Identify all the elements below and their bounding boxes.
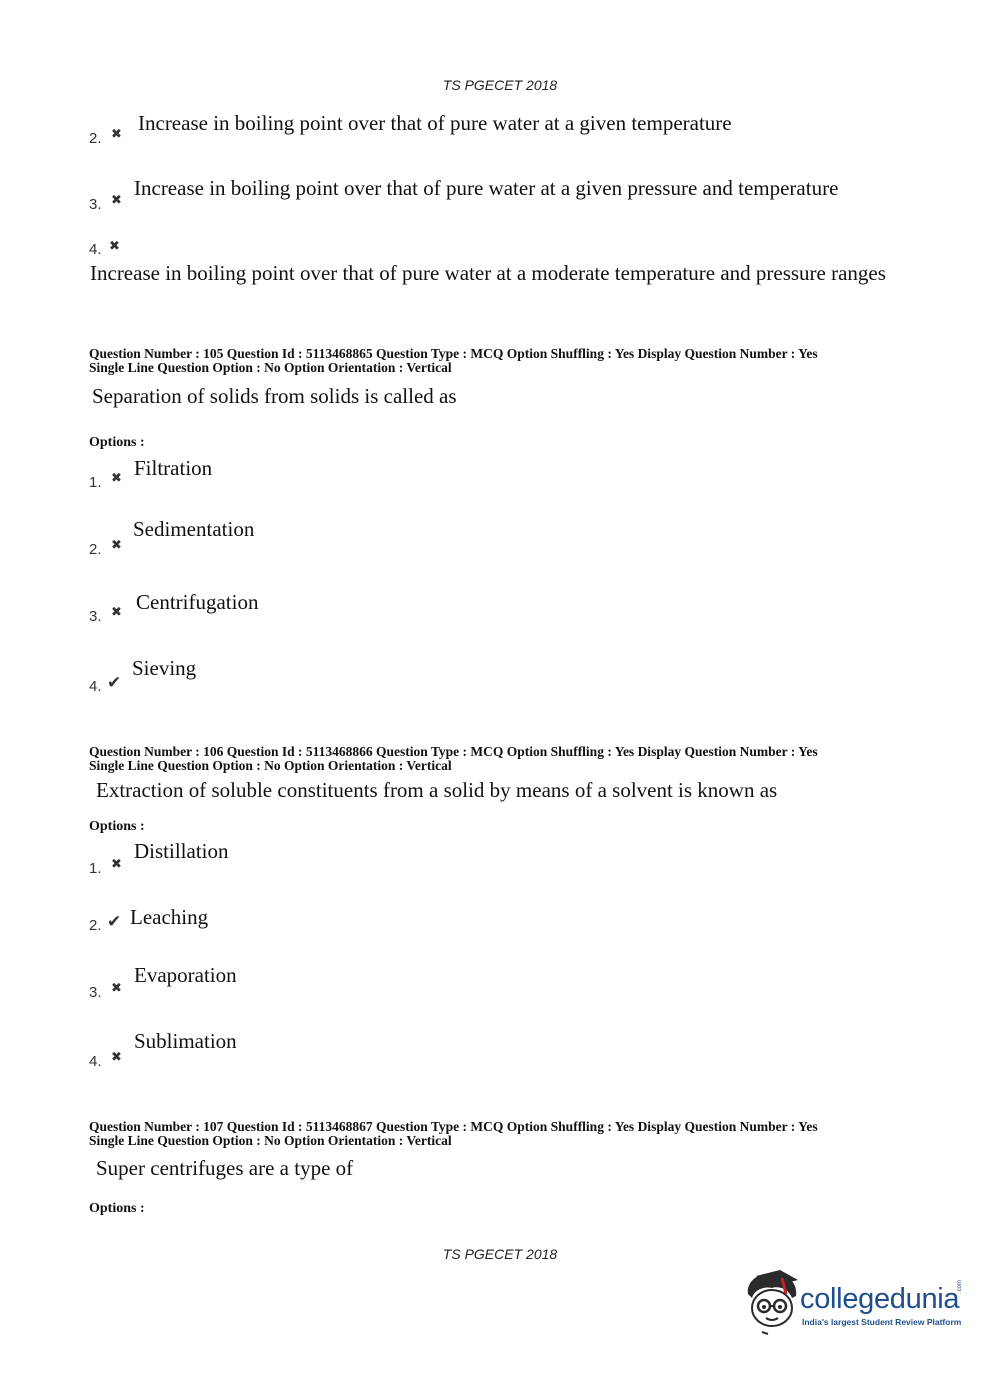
cross-icon: ✖ [111, 471, 122, 486]
page-header: TS PGECET 2018 [442, 77, 558, 93]
option-text: Leaching [130, 905, 209, 929]
logo-suffix: .com [957, 1279, 963, 1293]
question-meta: Question Number : 107 Question Id : 5113468867 Question Type : MCQ Option Shuffling : Yes Display Question Number : Yes [89, 1119, 818, 1134]
option-text: Increase in boiling point over that of pure water at a given pressure and temperature [134, 176, 839, 200]
option-text: Filtration [134, 456, 213, 480]
options-label: Options : [89, 435, 145, 450]
option-number: 2. [89, 917, 102, 934]
question-text: Super centrifuges are a type of [96, 1156, 354, 1180]
check-icon: ✔ [107, 673, 122, 693]
option-text: Distillation [134, 839, 229, 863]
cross-icon: ✖ [111, 538, 122, 553]
option-number: 1. [89, 474, 102, 491]
option-number: 3. [89, 984, 102, 1001]
options-label: Options : [89, 1201, 145, 1216]
question-text: Extraction of soluble constituents from a solid by means of a solvent is known as [96, 778, 778, 802]
cross-icon: ✖ [111, 1050, 122, 1065]
cross-icon: ✖ [111, 981, 122, 996]
options-label: Options : [89, 819, 145, 834]
check-icon: ✔ [107, 912, 122, 932]
option-text: Sublimation [134, 1029, 237, 1053]
option-number: 2. [89, 541, 102, 558]
option-text: Evaporation [134, 963, 237, 987]
option-text: Increase in boiling point over that of pure water at a given temperature [138, 111, 732, 135]
option-number: 4. [89, 241, 102, 258]
question-meta: Question Number : 105 Question Id : 5113468865 Question Type : MCQ Option Shuffling : Yes Display Question Number : Yes [89, 346, 818, 361]
option-text: Centrifugation [136, 590, 259, 614]
question-meta: Single Line Question Option : No Option Orientation : Vertical [89, 1133, 452, 1148]
question-meta: Question Number : 106 Question Id : 5113468866 Question Type : MCQ Option Shuffling : Yes Display Question Number : Yes [89, 744, 818, 759]
cross-icon: ✖ [111, 127, 122, 142]
option-text: Sedimentation [133, 517, 255, 541]
cross-icon: ✖ [111, 193, 122, 208]
question-meta: Single Line Question Option : No Option Orientation : Vertical [89, 360, 452, 375]
option-number: 1. [89, 860, 102, 877]
cross-icon: ✖ [111, 605, 122, 620]
cross-icon: ✖ [111, 857, 122, 872]
option-text: Sieving [132, 656, 197, 680]
option-number: 2. [89, 130, 102, 147]
logo-wordmark: collegedunia [800, 1283, 960, 1315]
logo-tagline: India's largest Student Review Platform [802, 1317, 962, 1327]
cross-icon: ✖ [109, 239, 120, 254]
option-number: 3. [89, 608, 102, 625]
question-text: Separation of solids from solids is called as [92, 384, 457, 408]
option-number: 3. [89, 196, 102, 213]
mascot-icon [742, 1268, 802, 1338]
question-meta: Single Line Question Option : No Option Orientation : Vertical [89, 758, 452, 773]
option-number: 4. [89, 678, 102, 695]
option-text: Increase in boiling point over that of pure water at a moderate temperature and pressure ranges [90, 261, 886, 285]
page-footer: TS PGECET 2018 [442, 1246, 558, 1262]
option-number: 4. [89, 1053, 102, 1070]
